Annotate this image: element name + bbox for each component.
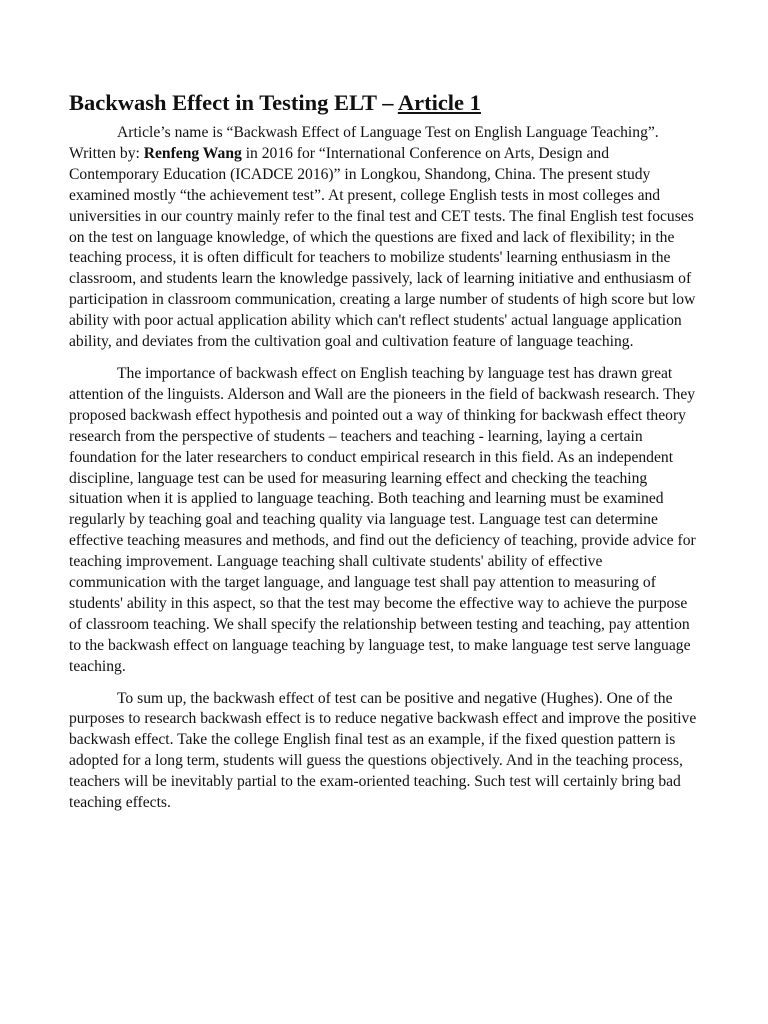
paragraph-3: To sum up, the backwash effect of test can be positive and negative (Hughes). One of the purposes to research backwash effect is to reduce negative backwash effect and improve the positive backwash effect. Take the college English final test as an example, if the fixed question pattern is adopted for a long term, students will guess the questions objectively. And in the teaching process, teachers will be inevitably partial to the exam-oriented teaching. Such test will certainly bring bad teaching effects. — [69, 689, 697, 812]
paragraph-1 — [69, 123, 701, 353]
title-article-number: Article 1 — [397, 90, 481, 115]
paragraph-1-rest: in 2016 for “International Conference on Arts, Design and Contemporary Education (ICADCE 2016)” in Longkou, Shandong, China. The present study examined mostly “the achievement test”. At present, college English tests in most colleges and universities in our country mainly refer to the final test and CET tests. The final English test focuses on the test on language knowledge, of which the questions are fixed and lack of flexibility; in the teaching process, it is often difficult for teachers to mobilize students' learning enthusiasm in the classroom, and students learn the knowledge passively, lack of learning initiative and enthusiasm of participation in classroom communication, creating a large number of students of high score but low ability with poor actual application ability which can't reflect students' actual language application ability, and deviates from the cultivation goal and cultivation feature of language teaching. — [69, 144, 696, 351]
title-main-text: Backwash Effect in Testing ELT – — [69, 90, 398, 115]
document-body — [69, 86, 701, 825]
document-title — [69, 86, 701, 120]
author-name: Renfeng Wang — [143, 144, 242, 162]
paragraph-2: The importance of backwash effect on English teaching by language test has drawn great attention of the linguists. Alderson and Wall are the pioneers in the field of backwash research. They proposed backwash effect hypothesis and pointed out a way of thinking for backwash effect theory research from the perspective of students – teachers and teaching - learning, laying a certain foundation for the later researchers to conduct empirical research in this field. As an independent discipline, language test can be used for measuring learning effect and checking the teaching situation when it is applied to language teaching. Both teaching and learning must be examined regularly by teaching goal and teaching quality via language test. Language test can determine effective teaching measures and methods, and find out the deficiency of teaching, provide advice for teaching improvement. Language teaching shall cultivate students' ability of effective communication with the target language, and language test shall pay attention to measuring of students' ability in this aspect, so that the test may become the effective way to achieve the purpose of classroom teaching. We shall specify the relationship between testing and teaching, pay attention to the backwash effect on language teaching by language test, to make language test serve language teaching. — [69, 364, 696, 675]
paragraph-1-intro: Article’s name is “Backwash Effect of Language Test on English Language Teaching”. Written by: — [69, 124, 659, 162]
